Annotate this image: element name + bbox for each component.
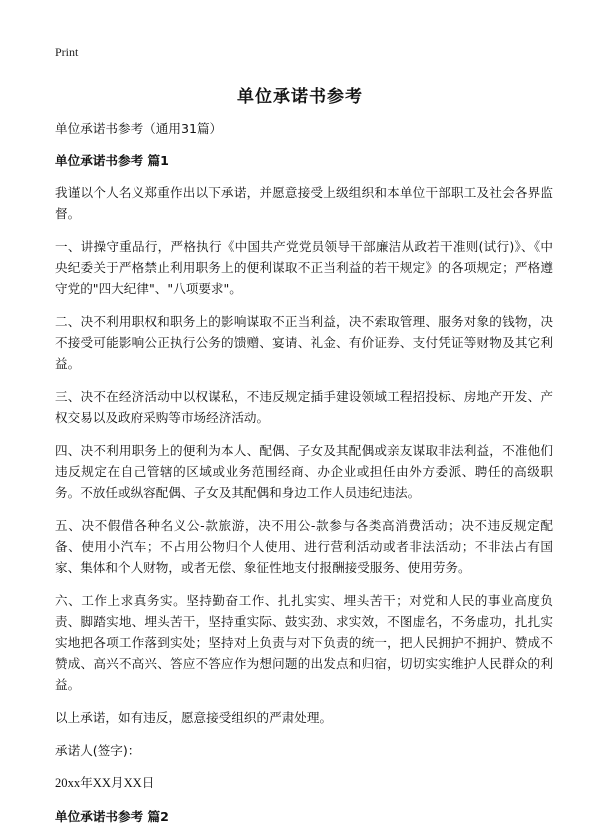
signature-date: 20xx年XX月XX日 xyxy=(55,776,155,790)
paragraph-item-2: 二、决不利用职权和职务上的影响谋取不正当利益，决不索取管理、服务对象的钱物，决不接受可能影响公正执行公务的馈赠、宴请、礼金、有价证券、支付凭证等财物及其它利益。 xyxy=(55,314,553,371)
section-heading-1: 单位承诺书参考 篇1 xyxy=(55,153,169,168)
document-subtitle: 单位承诺书参考（通用31篇） xyxy=(55,121,223,136)
paragraph-item-6: 六、工作上求真务实。坚持勤奋工作、扎扎实实、埋头苦干；对党和人民的事业高度负责、脚踏实地、埋头苦干，坚持重实际、鼓实劲、求实效，不图虚名，不务虚功，扎扎实实地把各项工作落到实处；坚持对上负责与对下负责的统一，把人民拥护不拥护、赞成不赞成、高兴不高兴、答应不答应作为想问题的出发点和归宿，切切实实维护人民群众的利益。 xyxy=(55,593,553,692)
document-body xyxy=(55,118,553,838)
section-heading-2: 单位承诺书参考 篇2 xyxy=(55,809,169,824)
paragraph-intro: 我谨以个人名义郑重作出以下承诺，并愿意接受上级组织和本单位干部职工及社会各界监督。 xyxy=(55,185,553,221)
paragraph-item-3: 三、决不在经济活动中以权谋私，不违反规定插手建设领域工程招投标、房地产开发、产权交易以及政府采购等市场经济活动。 xyxy=(55,389,553,425)
signer-label: 承诺人(签字)： xyxy=(55,743,141,758)
paragraph-item-5: 五、决不假借各种名义公-款旅游，决不用公-款参与各类高消费活动；决不违反规定配备、使用小汽车；不占用公物归个人使用、进行营利活动或者非法活动；不非法占有国家、集体和个人财物，或者无偿、象征性地支付报酬接受服务、使用劳务。 xyxy=(55,518,553,575)
paragraph-item-1: 一、讲操守重品行，严格执行《中国共产党党员领导干部廉洁从政若干准则(试行)》、《中央纪委关于严格禁止利用职务上的便利谋取不正当利益的若干规定》的各项规定；严格遵守党的"四大纪律"、"八项要求"。 xyxy=(55,239,553,296)
document-title: 单位承诺书参考 xyxy=(237,87,363,107)
print-label: Print xyxy=(55,45,79,59)
paragraph-closing: 以上承诺，如有违反，愿意接受组织的严肃处理。 xyxy=(55,710,333,725)
paragraph-item-4: 四、决不利用职务上的便利为本人、配偶、子女及其配偶或亲友谋取非法利益，不准他们违反规定在自己管辖的区域或业务范围经商、办企业或担任由外方委派、聘任的高级职务。不放任或纵容配偶、子女及其配偶和身边工作人员违纪违法。 xyxy=(55,443,553,500)
